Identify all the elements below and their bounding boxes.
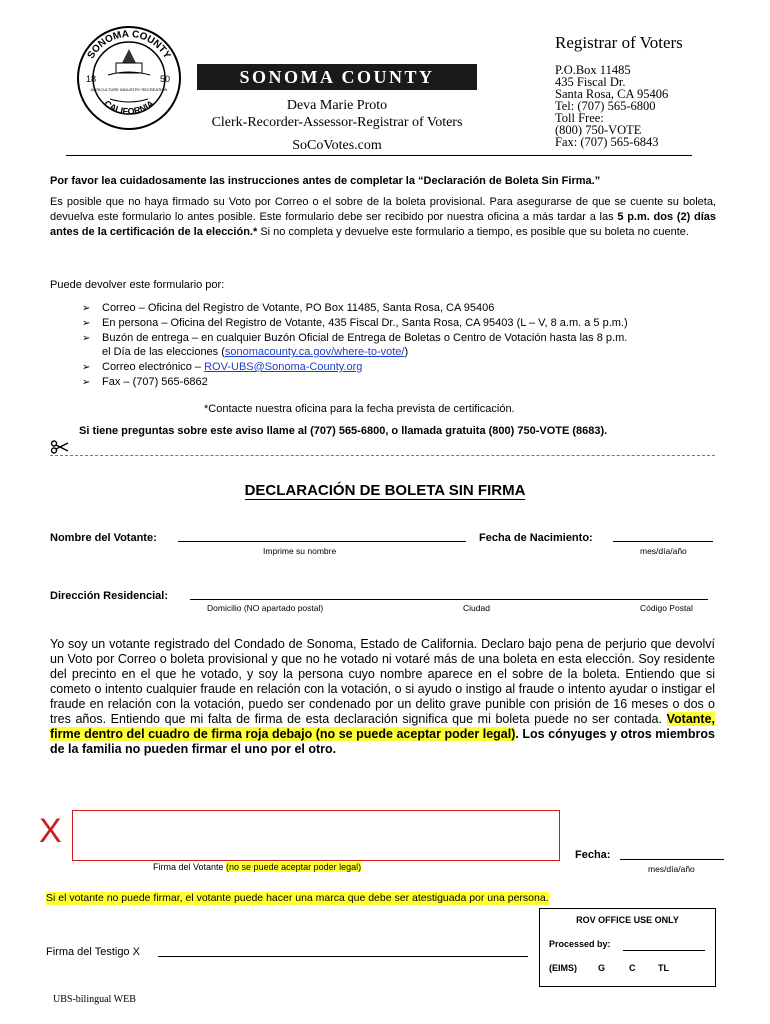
witness-label: Firma del Testigo X (46, 946, 140, 958)
processed-by-field[interactable] (623, 950, 705, 951)
arrow-bullet-icon: ➢ (82, 318, 91, 329)
list-item-text: Correo – Oficina del Registro de Votante, PO Box 11485, Santa Rosa, CA 95406 (102, 302, 495, 314)
signature-label (153, 862, 361, 872)
city-hint: Ciudad (463, 603, 490, 613)
list-item-text: En persona – Oficina del Registro de Votante, 435 Fiscal Dr., Santa Rosa, CA 95403 (L – V, 8 a.m. a 5 p.m.) (102, 317, 628, 329)
list-item-continuation (102, 345, 408, 359)
code-tl: TL (658, 963, 669, 973)
poa-note-highlight: (no se puede aceptar poder legal) (226, 862, 362, 872)
arrow-bullet-icon: ➢ (82, 333, 91, 344)
mark-witness-note: Si el votante no puede firmar, el votante puede hacer una marca que debe ser atestiguada por una persona. (46, 892, 549, 904)
county-seal-logo (76, 25, 182, 131)
date-field[interactable] (620, 859, 724, 860)
list-item (82, 375, 208, 390)
certification-note: *Contacte nuestra oficina para la fecha prevista de certificación. (204, 403, 515, 415)
street-hint: Domicilio (NO apartado postal) (207, 603, 324, 613)
fax-line: Fax: (707) 565-6843 (555, 135, 659, 149)
date-label: Fecha: (575, 849, 611, 861)
list-item (82, 316, 628, 331)
questions-line: Si tiene preguntas sobre este aviso llame al (707) 565-6800, o llamada gratuita (800) 750-VOTE (8683). (79, 425, 608, 437)
voter-name-hint: Imprime su nombre (263, 546, 337, 556)
zip-hint: Código Postal (640, 603, 693, 613)
declaration-paragraph (50, 637, 715, 757)
voter-name-field[interactable] (178, 541, 466, 542)
toll-free-number: (800) 750-VOTE (555, 123, 642, 137)
form-title-text: DECLARACIÓN DE BOLETA SIN FIRMA (244, 482, 526, 499)
address-line: Santa Rosa, CA 95406 (555, 87, 669, 101)
footer-code: UBS-bilingual WEB (53, 994, 136, 1005)
clerk-title: Clerk-Recorder-Assessor-Registrar of Voters (211, 115, 463, 130)
dob-hint: mes/día/año (640, 546, 687, 556)
code-g: G (598, 963, 606, 973)
declaration-text: Yo soy un votante registrado del Condado de Sonoma, Estado de California. Declaro bajo pena de perjurio que devolví un Voto por Correo o boleta provisional y que no he votado ni votaré más de una boleta en esta elección. Soy residente del precinto en el que he votado, y soy la persona cuyo nombre aparece en el sobre de la boleta. Entiendo que si cometo o intento cualquier fraude en relación con la votación, o si ayudo o instigo al fraude o intento ayudar o instigar el fraude en relación con la votación, puedo ser condenado por un delito grave punible con prisión de 16 meses o dos o tres años. Entiendo que mi falta de firma de esta declaración significa que mi boleta puede no ser contada. (50, 637, 715, 726)
where-to-vote-link[interactable]: sonomacounty.ca.gov/where-to-vote/ (224, 346, 405, 358)
list-item-text: Correo electrónico – (102, 361, 205, 373)
dob-field[interactable] (613, 541, 713, 542)
date-hint: mes/día/año (648, 864, 695, 874)
dob-label: Fecha de Nacimiento: (479, 532, 593, 544)
list-item-text: Fax – (707) 565-6862 (102, 376, 208, 388)
form-title (0, 482, 770, 499)
cut-line-divider (50, 455, 715, 456)
arrow-bullet-icon: ➢ (82, 362, 91, 373)
list-item (82, 301, 494, 316)
address-label: Dirección Residencial: (50, 590, 168, 602)
para-text: Es posible que no haya firmado su Voto por Correo o el sobre de la boleta provisional. Para asegurarse de que se cuente su boleta, devuelva este formulario lo antes posible. Este formulario debe ser recibido por nuestra oficina a más tardar a las (50, 196, 716, 223)
svg-text:AGRICULTURE INDUSTRY RECREATIO: AGRICULTURE INDUSTRY RECREATION (90, 87, 168, 92)
signature-x-mark: X (39, 812, 62, 850)
office-title: Registrar of Voters (555, 33, 683, 52)
address-line: P.O.Box 11485 (555, 63, 631, 77)
address-line: 435 Fiscal Dr. (555, 75, 626, 89)
return-intro: Puede devolver este formulario por: (50, 279, 225, 291)
email-link[interactable]: ROV-UBS@Sonoma-County.org (204, 361, 363, 373)
instructions-heading: Por favor lea cuidadosamente las instrucciones antes de completar la “Declaración de Boleta Sin Firma.” (50, 175, 601, 187)
scissors-icon (50, 440, 70, 454)
office-use-box (539, 908, 716, 987)
voter-signature-box[interactable] (72, 810, 560, 861)
voter-name-label: Nombre del Votante: (50, 532, 157, 544)
arrow-bullet-icon: ➢ (82, 377, 91, 388)
toll-free-label: Toll Free: (555, 111, 604, 125)
svg-text:CALIFORNIA: CALIFORNIA (102, 98, 156, 117)
processed-by-label: Processed by: (549, 939, 611, 949)
clerk-name: Deva Marie Proto (286, 98, 388, 113)
header-divider (66, 155, 692, 156)
eims-label: (EIMS) (549, 963, 577, 973)
list-item-text: Buzón de entrega – en cualquier Buzón Oficial de Entrega de Boletas o Centro de Votación hasta las 8 p.m. (102, 332, 628, 344)
website-text: SoCoVotes.com (292, 138, 382, 153)
para-text-end: Si no completa y devuelve este formulario a tiempo, es posible que su boleta no cuente. (257, 226, 689, 238)
list-item (82, 360, 362, 375)
county-banner: SONOMA COUNTY (197, 64, 477, 90)
signature-label-text: Firma del Votante (153, 862, 227, 872)
instructions-paragraph (50, 195, 716, 240)
office-use-title: ROV OFFICE USE ONLY (576, 915, 679, 925)
svg-text:18: 18 (86, 74, 97, 84)
address-field[interactable] (190, 599, 708, 600)
phone-line: Tel: (707) 565-6800 (555, 99, 656, 113)
sign-instruction-highlight: Votante, firme dentro del cuadro de firma roja debajo (no se puede aceptar poder legal) (50, 712, 715, 741)
family-note: . Los cónyuges y otros miembros de la familia no pueden firmar el uno por el otro. (50, 727, 715, 756)
svg-text:SONOMA COUNTY: SONOMA COUNTY (85, 28, 173, 61)
arrow-bullet-icon: ➢ (82, 303, 91, 314)
list-item-text: ) (404, 346, 409, 358)
deadline-text: 5 p.m. dos (2) días antes de la certificación de la elección.* (50, 211, 716, 238)
list-item-text: el Día de las elecciones ( (102, 346, 225, 358)
list-item (82, 331, 627, 346)
svg-text:50: 50 (160, 74, 171, 84)
witness-signature-field[interactable] (158, 956, 528, 957)
code-c: C (629, 963, 636, 973)
